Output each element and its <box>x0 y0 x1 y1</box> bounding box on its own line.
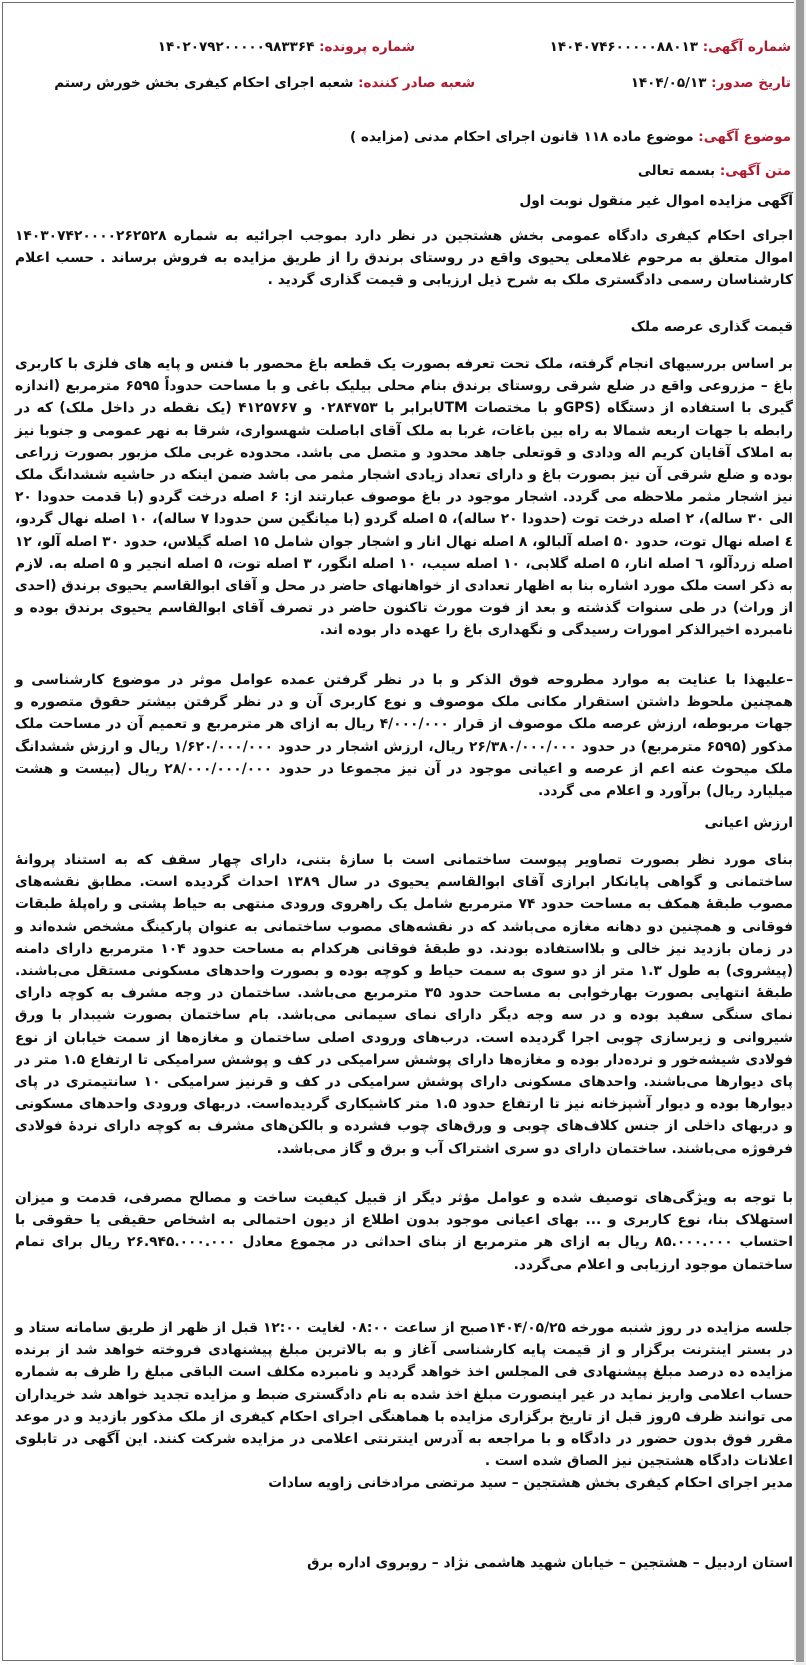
vertical-scrollbar[interactable] <box>794 0 806 1665</box>
land-valuation: –علیهذا با عنایت به موارد مطروحه فوق الذکر و با در نظر گرفتن عمده عوامل موثر در موضوع کارشناسی و همچنین ملحوظ داشتن استقرار مکانی ملک موصوف و نوع کاربری آن و در نظر گرفتن بیشتر حقوق متصوره و جهات مربوطه، ارزش عرصه ملک موصوف از قرار ۴/۰۰۰/۰۰۰ ریال به ازای هر مترمربع و تعمیم آن در مساحت ملک مذکور (۶۵۹۵ مترمربع) در حدود ۲۶/۳۸۰/۰۰۰/۰۰۰ ریال، ارزش اشجار در حدود ۱/۶۲۰/۰۰۰/۰۰۰ ریال و ارزش ششدانگ ملک میحوث عنه اعم از عرصه و اعیانی موجود در آن نیز مجموعا در حدود ۲۸/۰۰۰/۰۰۰/۰۰۰ ریال (بیست و هشت میلیارد ریال) برآورد و اعلام می گردد. <box>15 672 794 800</box>
file-number-row <box>158 39 415 55</box>
building-valuation: با توجه به ویژگی‌های توصیف شده و عوامل مؤثر دیگر از قبیل کیفیت ساخت و مصالح مصرفی، قدمت و میزان استهلاک بنا، نوع کاربری و ... بهای اعیانی موجود بدون اطلاع از دیون احتمالی به اشخاص حقیقی یا حقوقی با احتساب ۸۵.۰۰۰.۰۰۰ ریال به ازای هر مترمربع از بنای احداثی در مجموع معادل ۲۶.۹۴۵.۰۰۰.۰۰۰ ریال برای تمام ساختمان موجود ارزیابی و اعلام می‌گردد. <box>15 1190 793 1273</box>
document-frame <box>2 2 802 1661</box>
subject-label: موضوع آگهی: <box>698 129 791 145</box>
issue-date-label: تاریخ صدور: <box>711 75 791 91</box>
text-label: متن آگهی: <box>719 163 791 179</box>
scrollbar-thumb[interactable] <box>796 0 804 1662</box>
issue-date-value: ۱۴۰۴/۰۵/۱۳ <box>630 75 707 91</box>
issuer-row <box>54 75 475 91</box>
land-description: بر اساس بررسیهای انجام گرفته، ملک تحت تعرفه بصورت یک قطعه باغ محصور با فنس و پایه های فلزی با کاربری باغ – مزروعی واقع در ضلع شرقی روستای برندق بنام محلی بیلیک باغی و با مساحت حدوداً ۶۵۹۵ مترمربع (اندازه گیری با استفاده از دستگاه (GPSو با مختصات UTMبرابر با ۰۲۸۴۷۵۳ و ۴۱۲۵۷۶۷ (یک نقطه در داخل ملک) که در رابطه با جهات اربعه شمالا به راه بین باغات، غربا به ملک آقای اباصلت شهسواری، شرقا به نهر عمومی و جنوبا نیز به املاک آقایان کریم اله ودادی و قوتعلی جاهد محدود و متصل می باشد. محدوده غربی ملک مزبور بصورت زراعی بوده و ضلع شرقی آن نیز بصورت باغ و دارای تعداد زیادی اشجار مثمر می باشد ضمن اینکه در حاشیه ششدانگ ملک نیز اشجار مثمر ملاحظه می گردد. اشجار موجود در باغ موصوف عبارتند از: ۶ اصله درخت گردو (با قدمت حدودا ۲۰ الی ۳۰ ساله)، ۲ اصله درخت توت (حدودا ۲۰ ساله)، ۵ اصله گردو (با میانگین سن حدودا ۷ ساله)، ۱۰ اصله نهال گردو، ٤ اصله نهال توت، حدود ۵۰ اصله آلبالو، ۸ اصله نهال انار و اشجار جوان شامل ۱۵ اصله گیلاس، حدود ۳۰ اصله آلو، ۱۲ اصله زردآلو، ٦ اصله انار، ۵ اصله گلابی، ۱۰ اصله سیب، ۱۰ اصله انگور، ۳ اصله توت، ۵ اصله انجیر و ۵ اصله به. لازم به ذکر است ملک مورد اشاره بنا به اظهار تعدادی از خواهانهای حاضر در محل و آقای ابوالقاسم یحیوی برندق (احدی از وراث) در طی سنوات گذشته و بعد از فوت مورث تاکنون حاضر در تصرف آقای ابوالقاسم یحیوی برندق بوده و نامبرده اخیرالذکر امورات رسیدگی و نگهداری باغ را عهده دار بوده اند. <box>15 356 794 639</box>
ad-number-row <box>550 39 791 55</box>
text-row <box>638 163 791 179</box>
auction-paragraph: جلسه مزایده در روز شنبه مورخه ۱۴۰۴/۰۵/۲۵صبح از ساعت ۰۸:۰۰ لغایت ۱۲:۰۰ قبل از ظهر از طریق سامانه ستاد و در بستر اینترنت برگزار و از قیمت پایه کارشناسی آغاز و به بالاترین مبلغ پیشنهادی فروخته خواهد شد از برنده مزایده ده درصد مبلغ پیشنهادی فی المجلس اخذ خواهد گردید و نامبرده مکلف است الباقی مبلغ را ظرف به شماره حساب اعلامی واریز نماید در غیر اینصورت مبلغ اخذ شده به نام دادگستری ضبط و مزایده تجدید خواهد شد خریداران می توانند ظرف ۵روز قبل از تاریخ برگزاری مزایده با هماهنگی اجرای احکام کیفری از ملک مذکور بازدید و در موعد مقرر فوق بدون حضور در دادگاه و با مراجعه به آدرس اینترنتی اعلامی در مزایده شرکت کنند. این آگهی در تابلوی اعلانات دادگاه هشتجین نیز الصاق شده است . <box>15 1320 794 1470</box>
signature: مدیر اجرای احکام کیفری بخش هشتجین – سید مرتضی مرادخانی زاویه سادات <box>268 1475 793 1491</box>
notice-title: آگهی مزایده اموال غیر منقول نوبت اول <box>519 193 793 209</box>
address: استان اردبیل – هشتجین – خیابان شهید هاشمی نژاد – روبروی اداره برق <box>307 1555 793 1571</box>
issuer-value: شعبه اجرای احکام کیفری بخش خورش رستم <box>54 75 354 91</box>
building-heading: ارزش اعیانی <box>704 815 793 831</box>
file-number-value: ۱۴۰۲۰۷۹۲۰۰۰۰۰۹۸۳۳۶۴ <box>157 39 315 55</box>
issuer-label: شعبه صادر کننده: <box>358 75 475 91</box>
ad-number-label: شماره آگهی: <box>702 39 791 55</box>
issue-date-row <box>631 75 791 91</box>
text-intro: بسمه تعالی <box>637 163 716 179</box>
subject-row <box>350 129 791 145</box>
building-description: بنای مورد نظر بصورت تصاویر پیوست ساختمانی است با سازهٔ بتنی، دارای چهار سقف که به استناد پروانهٔ ساختمانی و گواهی پایانکار ابرازی آقای ابوالقاسم یحیوی در سال ۱۳۸۹ احداث گردیده است. مطابق نقشه‌های مصوب طبقهٔ همکف به مساحت حدود ۷۴ مترمربع شامل یک راهروی ورودی منتهی به حیاط پشتی و راه‌پلهٔ طبقات فوقانی و همچنین دو دهانه مغازه می‌باشد که در نقشه‌های مصوب ساختمانی به عنوان پارکینگ مشخص شده‌اند و در زمان بازدید نیز خالی و بلااستفاده بودند. دو طبقهٔ فوقانی هرکدام به مساحت حدود ۱۰۴ مترمربع دارای دامنه (پیشروی) به طول ۱.۳ متر از دو سوی به سمت حیاط و کوچه بوده و بصورت واحدهای مسکونی مستقل می‌باشند. طبقهٔ انتهایی بصورت بهارخوابی به مساحت حدود ۳۵ مترمربع می‌باشد. ساختمان در وجه مشرف به کوچه دارای نمای سنگی سفید بوده و در سه وجه دیگر دارای نمای سیمانی می‌باشد. بام ساختمان بصورت شیبدار با ورق شیروانی و زیرسازی چوبی اجرا گردیده است. درب‌های ورودی اصلی ساختمان و مغازه‌ها از سمت خیابان از نوع فولادی شیشه‌خور و نرده‌دار بوده و مغازه‌ها دارای پوشش سرامیکی در کف و پوشش سرامیکی تا ارتفاع ۱.۵ متر در پای دیوارها می‌باشند. واحدهای مسکونی دارای پوشش سرامیکی در کف و قرنیز سرامیکی ۱۰ سانتیمتری در پای دیوارها بوده و دیوار آشپزخانه نیز تا ارتفاع حدود ۱.۵ متر کاشیکاری گردیده‌است. دربهای ورودی واحدهای مسکونی و دربهای داخلی از جنس کلاف‌های چوبی و ورق‌های چوب فشرده و بالکن‌های مشرف به کوچه دارای نردهٔ فولادی فرفوژه می‌باشند. ساختمان دارای دو سری اشتراک آب و برق و گاز می‌باشد. <box>15 852 794 1157</box>
ad-number-value: ۱۴۰۴۰۷۴۶۰۰۰۰۰۸۸۰۱۳ <box>549 39 698 55</box>
intro-paragraph: اجرای احکام کیفری دادگاه عمومی بخش هشتجین در نظر دارد بموجب اجرائیه به شماره ۱۴۰۳۰۷۴۲۰۰۰۰۲۶۲۵۲۸ اموال متعلق به مرحوم غلامعلی یحیوی واقع در روستای برندق را از طریق مزایده به فروش برساند . حسب اعلام کارشناسان رسمی دادگستری ملک به شرح ذیل ارزیابی و قیمت گذاری گردید . <box>15 228 793 289</box>
file-number-label: شماره پرونده: <box>319 39 415 55</box>
land-heading: قیمت گذاری عرصه ملک <box>630 319 793 335</box>
subject-value: موضوع ماده ۱۱۸ قانون اجرای احکام مدنی (مزایده ) <box>350 129 694 145</box>
